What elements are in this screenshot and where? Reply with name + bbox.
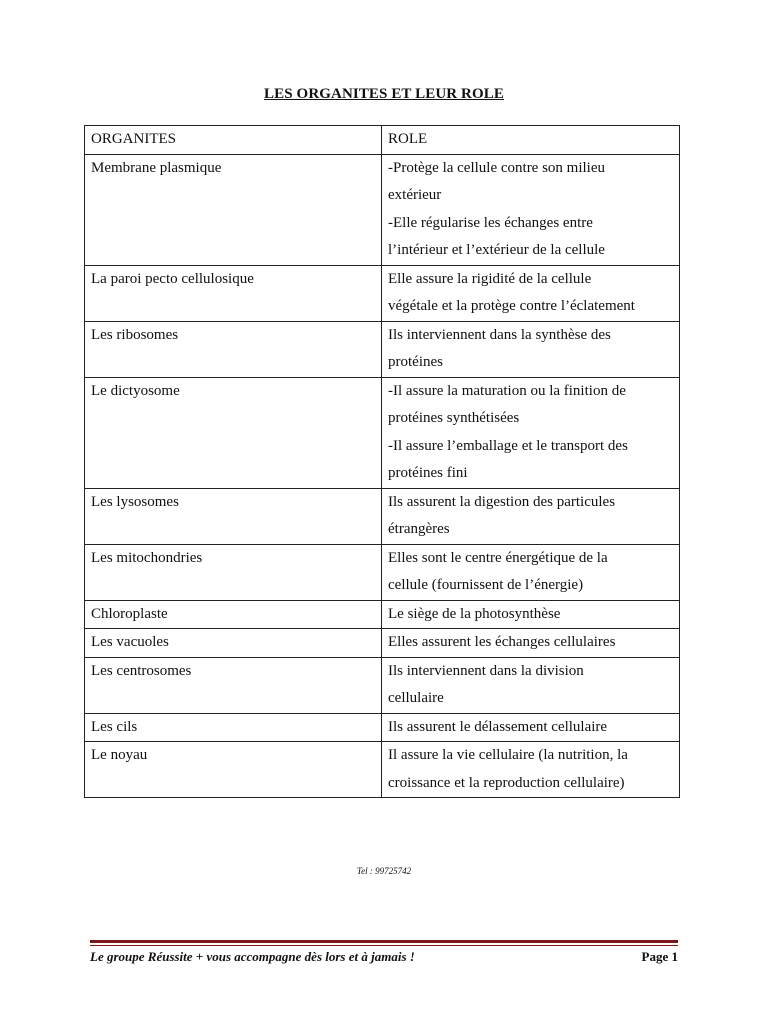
role-line: Ils interviennent dans la division bbox=[388, 662, 584, 679]
footer-divider bbox=[90, 940, 678, 943]
role-line: protéines synthétisées bbox=[388, 410, 520, 426]
role-line: Ils interviennent dans la synthèse des bbox=[388, 326, 611, 343]
role-line: Ils assurent le délassement cellulaire bbox=[388, 718, 608, 735]
organite-cell: Les ribosomes bbox=[85, 321, 382, 377]
role-line: Elles sont le centre énergétique de la bbox=[388, 549, 608, 566]
organite-cell: Chloroplaste bbox=[85, 600, 382, 629]
organite-cell: La paroi pecto cellulosique bbox=[85, 265, 382, 321]
role-line: cellule (fournissent de l’énergie) bbox=[388, 577, 584, 593]
role-cell bbox=[382, 377, 680, 488]
role-line: protéines bbox=[388, 354, 443, 370]
organite-cell: Le noyau bbox=[85, 742, 382, 798]
role-line: Elle assure la rigidité de la cellule bbox=[388, 270, 592, 287]
page-number: Page 1 bbox=[641, 949, 678, 964]
table-row bbox=[85, 488, 680, 544]
table-row bbox=[85, 742, 680, 798]
organelles-table bbox=[84, 125, 680, 798]
role-line: Il assure la vie cellulaire (la nutrition, la bbox=[388, 747, 628, 763]
role-cell bbox=[382, 742, 680, 798]
role-line: extérieur bbox=[388, 187, 442, 203]
footer-slogan: Le groupe Réussite + vous accompagne dès lors et à jamais ! bbox=[90, 949, 415, 964]
organite-cell: Les vacuoles bbox=[85, 629, 382, 658]
role-line: -Il assure l’emballage et le transport des bbox=[388, 437, 628, 454]
phone-number: Tel : 99725742 bbox=[356, 866, 412, 876]
role-line: Elles assurent les échanges cellulaires bbox=[388, 634, 616, 650]
table-row bbox=[85, 629, 680, 658]
role-cell bbox=[382, 657, 680, 713]
role-line: l’intérieur et l’extérieur de la cellule bbox=[388, 242, 605, 258]
role-cell bbox=[382, 713, 680, 742]
role-line: -Elle régularise les échanges entre bbox=[388, 214, 593, 231]
organite-cell: Les lysosomes bbox=[85, 488, 382, 544]
table-row bbox=[85, 154, 680, 265]
role-line: cellulaire bbox=[388, 690, 444, 706]
column-header-role: ROLE bbox=[382, 126, 680, 155]
organite-cell: Les centrosomes bbox=[85, 657, 382, 713]
table-row bbox=[85, 544, 680, 600]
table-row bbox=[85, 713, 680, 742]
role-cell bbox=[382, 154, 680, 265]
column-header-organites: ORGANITES bbox=[85, 126, 382, 155]
role-line: Le siège de la photosynthèse bbox=[388, 605, 561, 622]
table-row bbox=[85, 321, 680, 377]
organite-cell: Membrane plasmique bbox=[85, 154, 382, 265]
role-cell bbox=[382, 265, 680, 321]
role-cell bbox=[382, 600, 680, 629]
table-row bbox=[85, 600, 680, 629]
role-cell bbox=[382, 544, 680, 600]
role-line: étrangères bbox=[388, 521, 450, 537]
table-header-row bbox=[85, 126, 680, 155]
document-title: LES ORGANITES ET LEUR ROLE bbox=[264, 86, 504, 102]
role-cell bbox=[382, 488, 680, 544]
role-line: -Il assure la maturation ou la finition de bbox=[388, 382, 626, 399]
organite-cell: Le dictyosome bbox=[85, 377, 382, 488]
role-line: croissance et la reproduction cellulaire) bbox=[388, 774, 625, 791]
role-line: végétale et la protège contre l’éclatement bbox=[388, 298, 635, 314]
footer-divider-thin bbox=[90, 945, 678, 946]
table-row bbox=[85, 265, 680, 321]
role-line: -Protège la cellule contre son milieu bbox=[388, 159, 606, 176]
table-row bbox=[85, 657, 680, 713]
role-cell bbox=[382, 321, 680, 377]
role-cell bbox=[382, 629, 680, 658]
organite-cell: Les cils bbox=[85, 713, 382, 742]
table-row bbox=[85, 377, 680, 488]
role-line: Ils assurent la digestion des particules bbox=[388, 493, 616, 510]
role-line: protéines fini bbox=[388, 465, 468, 481]
organite-cell: Les mitochondries bbox=[85, 544, 382, 600]
